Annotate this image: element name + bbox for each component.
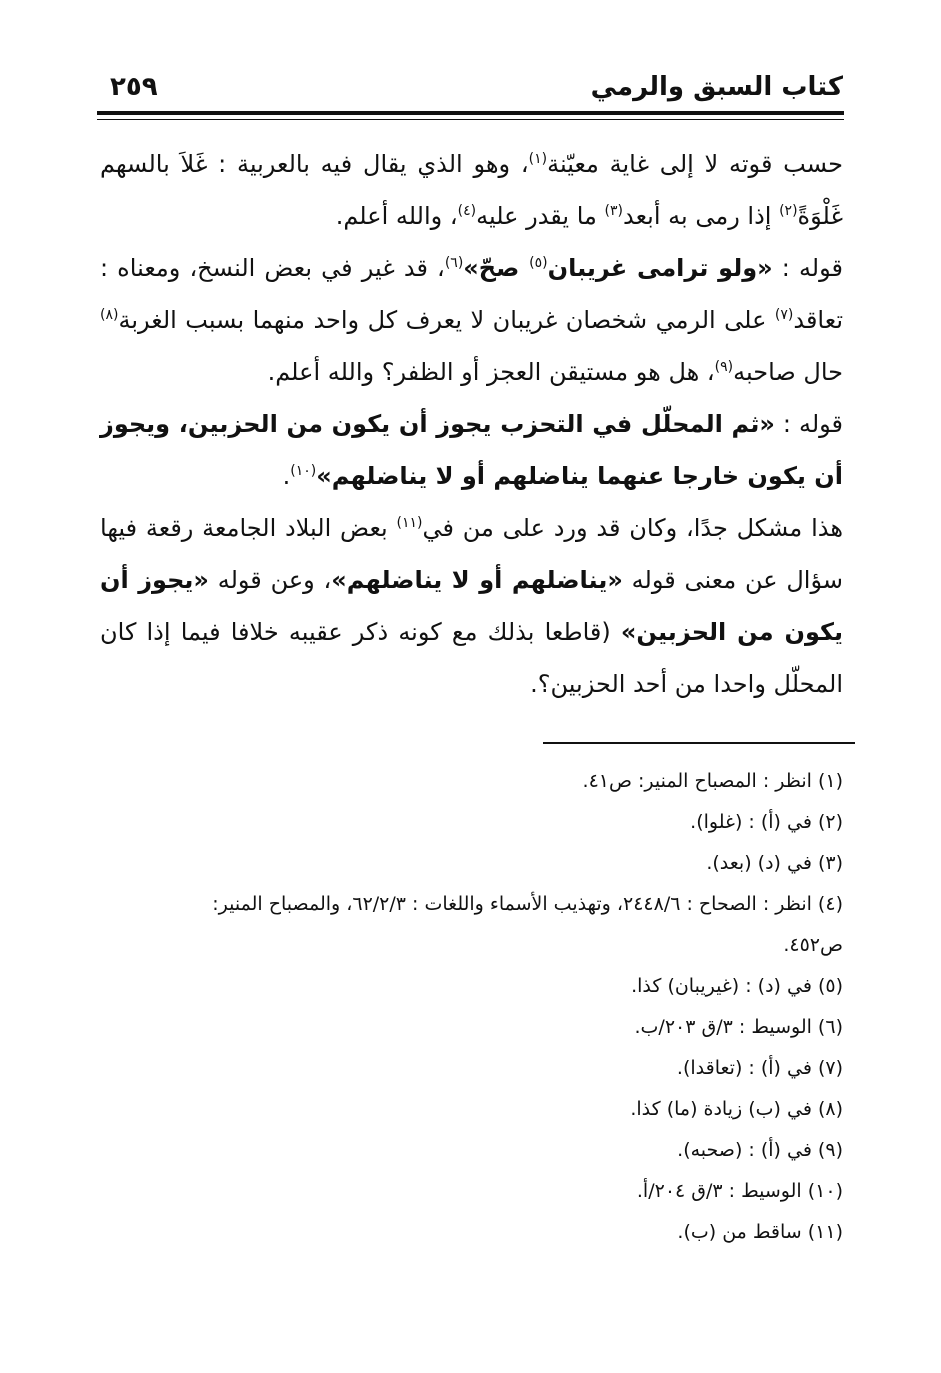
quoted-text: «ولو ترامى غريبان bbox=[547, 254, 773, 282]
text-run: حال صاحبه bbox=[733, 358, 843, 386]
quoted-text: «ثم المحلّل في التحزب يجوز أن يكون من الحزبين، ويجوز أن يكون خارجا عنهما يناضلهم أو لا يناضلهم» bbox=[100, 410, 843, 490]
page-number: ٢٥٩ bbox=[110, 72, 158, 102]
header-rule-thin bbox=[97, 119, 844, 120]
footnote-ref-8: (٨) bbox=[100, 307, 119, 323]
footnote-ref-6: (٦) bbox=[444, 255, 464, 271]
footnote-item-continuation: ص٤٥٢. bbox=[783, 934, 843, 956]
footnote-item: (٣) في (د) (بعد). bbox=[706, 852, 843, 874]
text-run: (قاطعا بذلك مع كونه ذكر عقيبه خلافا فيما إذا كان المحلّل واحدا من أحد الحزبين؟. bbox=[100, 618, 843, 698]
text-run: قوله : bbox=[772, 254, 843, 282]
text-run: هذا مشكل جدًا، وكان قد ورد على من في bbox=[422, 514, 843, 542]
footnote-ref-2: (٢) bbox=[779, 203, 798, 219]
text-run: ، وهو الذي يقال فيه بالعربية : غَلاَ بالسهم غَلْوَةً bbox=[100, 150, 843, 230]
footnote-item: (١) انظر : المصباح المنير: ص٤١. bbox=[582, 770, 843, 792]
text-run: بعض البلاد الجامعة رقعة فيها سؤال عن معنى قوله bbox=[100, 514, 843, 594]
text-run: ، هل هو مستيقن العجز أو الظفر؟ والله أعلم. bbox=[267, 358, 715, 386]
footnote-item: (٢) في (أ) : (غلوا). bbox=[690, 811, 843, 833]
footnote-item: (٥) في (د) : (غيريبان) كذا. bbox=[631, 975, 843, 997]
footnote-item: (١١) ساقط من (ب). bbox=[677, 1221, 843, 1243]
quoted-text: صحّ» bbox=[463, 254, 530, 282]
book-title: كتاب السبق والرمي bbox=[590, 72, 843, 102]
paragraph-3 bbox=[100, 398, 843, 502]
text-run: . bbox=[282, 462, 291, 490]
quoted-text: «يناضلهم أو لا يناضلهم» bbox=[331, 566, 623, 594]
footnote-item: (٩) في (أ) : (صحبه). bbox=[677, 1139, 843, 1161]
footnote-item: (١٠) الوسيط : ٣/ق ٢٠٤/أ. bbox=[636, 1180, 843, 1202]
footnote-item: (٧) في (أ) : (تعاقدا). bbox=[676, 1057, 843, 1079]
quoted-text: «يجوز أن يكون من الحزبين» bbox=[100, 566, 843, 646]
header-rule-thick bbox=[97, 111, 844, 115]
footnote-ref-9: (٩) bbox=[714, 359, 734, 375]
footnote-item: (٤) انظر : الصحاح : ٢٤٤٨/٦، وتهذيب الأسماء واللغات : ٦٢/٢/٣، والمصباح المنير: bbox=[212, 893, 843, 915]
footnote-separator bbox=[543, 742, 855, 744]
footnote-ref-3: (٣) bbox=[604, 203, 623, 219]
paragraph-2 bbox=[100, 242, 843, 398]
text-run: ، وعن قوله bbox=[208, 566, 332, 594]
footnote-ref-1: (١) bbox=[528, 151, 548, 167]
paragraph-4 bbox=[100, 502, 843, 710]
paragraph-1 bbox=[100, 138, 843, 242]
text-run: على الرمي شخصان غريبان لا يعرف كل واحد منهما بسبب الغربة bbox=[118, 306, 775, 334]
text-run: ، والله أعلم. bbox=[335, 202, 458, 230]
footnote-ref-7: (٧) bbox=[774, 307, 794, 323]
running-head bbox=[100, 70, 843, 110]
text-run: ما يقدر عليه bbox=[476, 202, 605, 230]
main-text bbox=[100, 138, 843, 710]
text-run: قوله : bbox=[774, 410, 843, 438]
text-run: إذا رمى به أبعد bbox=[623, 202, 780, 230]
footnote-ref-11: (١١) bbox=[396, 515, 423, 531]
footnote-ref-4: (٤) bbox=[457, 203, 477, 219]
footnote-ref-5: (٥) bbox=[529, 255, 548, 271]
footnotes-list bbox=[96, 761, 843, 1253]
footnote-item: (٨) في (ب) زيادة (ما) كذا. bbox=[630, 1098, 843, 1120]
footnote-ref-10: (١٠) bbox=[290, 463, 317, 479]
text-run: ، قد غير في بعض النسخ، ومعناه : تعاقد bbox=[100, 254, 843, 334]
footnote-item: (٦) الوسيط : ٣/ق ٢٠٣/ب. bbox=[634, 1016, 843, 1038]
text-run: حسب قوته لا إلى غاية معيّنة bbox=[547, 150, 843, 178]
